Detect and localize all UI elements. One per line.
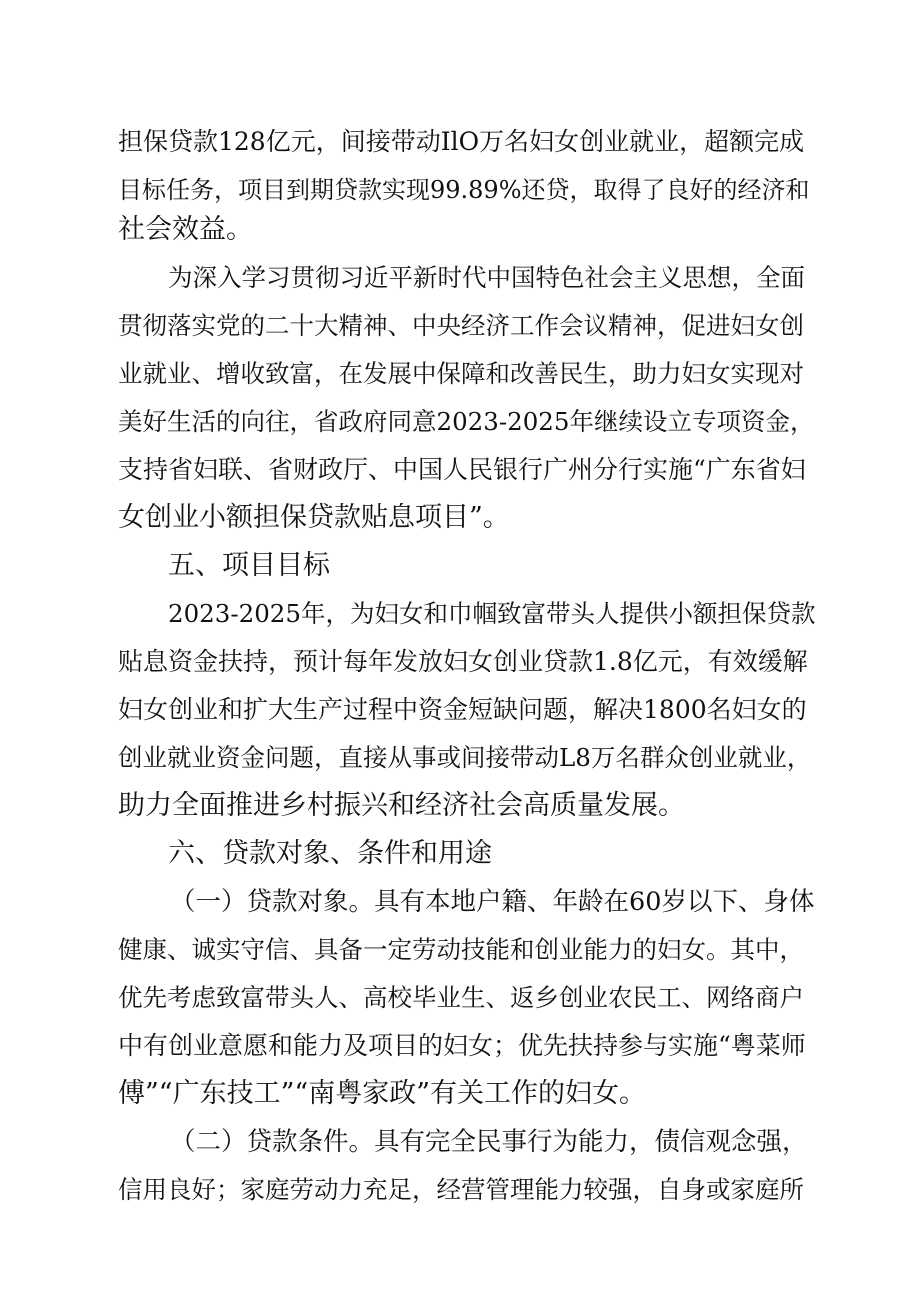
text-line: 优先考虑致富带头人、高校毕业生、返乡创业农民工、网络商户 (118, 983, 804, 1012)
text-line: （一）贷款对象。具有本地户籍、年龄在60岁以下、身体 (170, 887, 815, 917)
section-heading: 五、项目目标 (168, 550, 330, 581)
text-line: 妇女创业和扩大生产过程中资金短缺问题，解决1800名妇女的 (118, 695, 807, 724)
text-line: 健康、诚实守信、具备一定劳动技能和创业能力的妇女。其中， (118, 935, 804, 964)
text-line: 业就业、增收致富，在发展中保障和改善民生，助力妇女实现对 (118, 359, 804, 388)
text-line: 助力全面推进乡村振兴和经济社会高质量发展。 (118, 790, 685, 821)
text-line: 目标任务，项目到期贷款实现99.89%还贷，取得了良好的经济和 (118, 176, 810, 204)
text-line: 担保贷款128亿元，间接带动IlO万名妇女创业就业，超额完成 (118, 127, 805, 156)
text-line: 信用良好；家庭劳动力充足，经营管理能力较强，自身或家庭所 (118, 1175, 804, 1204)
text-line: 创业就业资金问题，直接从事或间接带动L8万名群众创业就业， (118, 743, 812, 772)
text-line: （二）贷款条件。具有完全民事行为能力，债信观念强， (170, 1127, 808, 1157)
text-line: 贯彻落实党的二十大精神、中央经济工作会议精神，促进妇女创 (118, 311, 804, 340)
text-line: 贴息资金扶持，预计每年发放妇女创业贷款1.8亿元，有效缓解 (118, 647, 808, 676)
text-line: 女创业小额担保贷款贴息项目”。 (118, 502, 510, 533)
text-line: 2023-2025年，为妇女和巾帼致富带头人提供小额担保贷款 (168, 599, 816, 628)
text-line: 为深入学习贯彻习近平新时代中国特色社会主义思想，全面 (168, 263, 805, 292)
text-line: 支持省妇联、省财政厅、中国人民银行广州分行实施“广东省妇 (118, 455, 806, 484)
text-line: 社会效益。 (118, 214, 253, 245)
text-line: 傅”“广东技工”“南粤家政”有关工作的妇女。 (118, 1078, 647, 1109)
text-line: 美好生活的向往，省政府同意2023-2025年继续设立专项资金， (118, 407, 815, 436)
text-line: 中有创业意愿和能力及项目的妇女；优先扶持参与实施“粤菜师 (118, 1031, 806, 1060)
section-heading: 六、贷款对象、条件和用途 (168, 838, 492, 869)
